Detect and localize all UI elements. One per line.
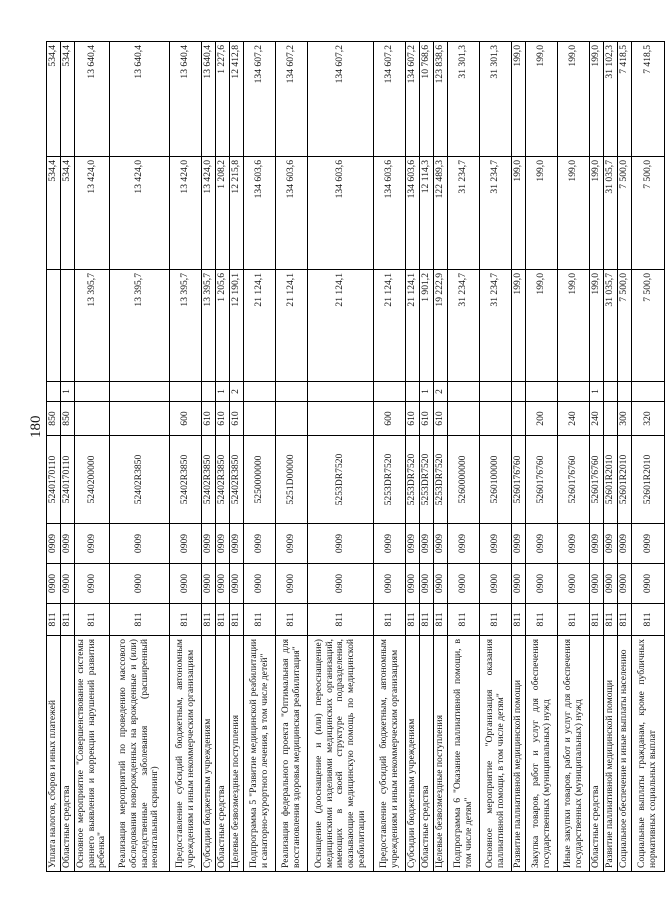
cell-vr: 610	[434, 402, 448, 436]
cell-y2: 134 603,6	[374, 157, 406, 270]
cell-y2: 31 035,7	[604, 157, 618, 270]
cell-vid: 2	[434, 382, 448, 402]
cell-rz: 0900	[75, 564, 110, 604]
cell-grbs: 811	[216, 604, 230, 636]
cell-vr: 610	[230, 402, 244, 436]
cell-rz: 0900	[406, 564, 420, 604]
cell-y2: 134 603,6	[406, 157, 420, 270]
table-row	[420, 42, 434, 872]
cell-vid	[558, 382, 590, 402]
cell-grbs: 811	[448, 604, 480, 636]
cell-grbs: 811	[590, 604, 604, 636]
cell-y1: 1 901,2	[420, 270, 434, 382]
cell-y3: 199,0	[558, 42, 590, 157]
cell-y2: 31 234,7	[448, 157, 480, 270]
cell-rz: 0900	[434, 564, 448, 604]
cell-y3: 199,0	[512, 42, 526, 157]
cell-y1: 31 234,7	[448, 270, 480, 382]
cell-csr: 5253DR7520	[434, 436, 448, 524]
cell-y2: 13 424,0	[170, 157, 202, 270]
table-row	[590, 42, 604, 872]
cell-vr	[276, 402, 308, 436]
cell-pr: 0909	[434, 524, 448, 564]
cell-pr: 0909	[420, 524, 434, 564]
cell-name: Реализация мероприятий по проведению массового обследования новорожденных на врожденные и (или) наследственные заболевания (расширенный неонатальный скрининг)	[110, 636, 170, 872]
table-row	[202, 42, 216, 872]
cell-vr	[480, 402, 512, 436]
cell-vid	[47, 382, 61, 402]
cell-grbs: 811	[480, 604, 512, 636]
cell-name: Предоставление субсидий бюджетным, автономным учреждениям и иным некоммерческим организациям	[170, 636, 202, 872]
cell-y3: 10 768,6	[420, 42, 434, 157]
cell-name: Подпрограмма 6 "Оказание паллиативной помощи, в том числе детям"	[448, 636, 480, 872]
cell-name: Развитие паллиативной медицинской помощи	[604, 636, 618, 872]
cell-rz: 0900	[170, 564, 202, 604]
cell-vid	[512, 382, 526, 402]
cell-y1: 12 190,1	[230, 270, 244, 382]
table-row	[276, 42, 308, 872]
cell-csr: 5260176760	[590, 436, 604, 524]
cell-vr: 600	[170, 402, 202, 436]
cell-y3: 13 640,4	[170, 42, 202, 157]
cell-csr: 52402R3850	[170, 436, 202, 524]
table-row	[61, 42, 75, 872]
cell-y3: 7 418,5	[618, 42, 632, 157]
cell-vid	[526, 382, 558, 402]
cell-y3: 534,4	[47, 42, 61, 157]
cell-pr: 0909	[202, 524, 216, 564]
cell-name: Развитие паллиативной медицинской помощи	[512, 636, 526, 872]
cell-csr: 52402R3850	[216, 436, 230, 524]
cell-y2: 199,0	[526, 157, 558, 270]
cell-y1: 21 124,1	[374, 270, 406, 382]
cell-vid	[202, 382, 216, 402]
cell-y1	[61, 270, 75, 382]
cell-rz: 0900	[110, 564, 170, 604]
cell-y3: 1 227,6	[216, 42, 230, 157]
cell-vr: 850	[47, 402, 61, 436]
cell-vid	[276, 382, 308, 402]
cell-rz: 0900	[244, 564, 276, 604]
cell-rz: 0900	[480, 564, 512, 604]
cell-pr: 0909	[308, 524, 374, 564]
cell-y3: 13 640,4	[110, 42, 170, 157]
cell-vid	[632, 382, 665, 402]
cell-vr: 200	[526, 402, 558, 436]
cell-name: Закупка товаров, работ и услуг для обеспечения государственных (муниципальных) нужд	[526, 636, 558, 872]
cell-pr: 0909	[216, 524, 230, 564]
cell-vr	[244, 402, 276, 436]
cell-y1: 1 205,6	[216, 270, 230, 382]
cell-y2: 12 215,8	[230, 157, 244, 270]
cell-y2: 7 500,0	[618, 157, 632, 270]
cell-grbs: 811	[276, 604, 308, 636]
cell-name: Субсидии бюджетным учреждениям	[406, 636, 420, 872]
cell-csr: 5240170110	[47, 436, 61, 524]
table-row	[216, 42, 230, 872]
table-row	[618, 42, 632, 872]
cell-rz: 0900	[276, 564, 308, 604]
cell-grbs: 811	[632, 604, 665, 636]
cell-vid	[244, 382, 276, 402]
cell-y1: 13 395,7	[110, 270, 170, 382]
cell-vr: 600	[374, 402, 406, 436]
cell-y3: 31 301,3	[480, 42, 512, 157]
cell-grbs: 811	[406, 604, 420, 636]
cell-pr: 0909	[170, 524, 202, 564]
cell-vr: 300	[618, 402, 632, 436]
cell-y1: 13 395,7	[75, 270, 110, 382]
cell-y3: 12 412,8	[230, 42, 244, 157]
rotated-document	[46, 42, 659, 872]
cell-y1: 31 234,7	[480, 270, 512, 382]
cell-y3: 534,4	[61, 42, 75, 157]
cell-grbs: 811	[434, 604, 448, 636]
cell-y3: 199,0	[590, 42, 604, 157]
cell-vr: 610	[406, 402, 420, 436]
budget-table	[46, 41, 665, 872]
cell-y3: 199,0	[526, 42, 558, 157]
cell-grbs: 811	[558, 604, 590, 636]
cell-y1: 31 035,7	[604, 270, 618, 382]
cell-y1: 13 395,7	[202, 270, 216, 382]
cell-vid	[374, 382, 406, 402]
cell-rz: 0900	[61, 564, 75, 604]
cell-y2: 7 500,0	[632, 157, 665, 270]
cell-vid	[75, 382, 110, 402]
cell-vr: 320	[632, 402, 665, 436]
cell-grbs: 811	[420, 604, 434, 636]
cell-name: Социальные выплаты гражданам, кроме публичных нормативных социальных выплат	[632, 636, 665, 872]
cell-y3: 31 102,3	[604, 42, 618, 157]
cell-name: Реализация федерального проекта "Оптимальная для восстановления здоровья медицинская реабилитация"	[276, 636, 308, 872]
cell-vid	[618, 382, 632, 402]
table-row	[448, 42, 480, 872]
cell-pr: 0909	[526, 524, 558, 564]
cell-name: Подпрограмма 5 "Развитие медицинской реабилитации и санаторно-курортного лечения, в том числе детей"	[244, 636, 276, 872]
cell-y1: 199,0	[526, 270, 558, 382]
table-row	[406, 42, 420, 872]
cell-y2: 134 603,6	[276, 157, 308, 270]
cell-y1: 19 222,9	[434, 270, 448, 382]
cell-rz: 0900	[216, 564, 230, 604]
cell-name: Уплата налогов, сборов и иных платежей	[47, 636, 61, 872]
cell-vid	[110, 382, 170, 402]
cell-vr	[448, 402, 480, 436]
cell-grbs: 811	[170, 604, 202, 636]
cell-vr: 850	[61, 402, 75, 436]
cell-y2: 122 489,3	[434, 157, 448, 270]
cell-rz: 0900	[526, 564, 558, 604]
cell-y3: 13 640,4	[75, 42, 110, 157]
cell-pr: 0909	[47, 524, 61, 564]
cell-vid	[406, 382, 420, 402]
cell-vid	[308, 382, 374, 402]
cell-csr: 52601R2010	[632, 436, 665, 524]
cell-vid: 2	[230, 382, 244, 402]
cell-rz: 0900	[604, 564, 618, 604]
table-row	[604, 42, 618, 872]
cell-y1: 21 124,1	[308, 270, 374, 382]
cell-csr: 5250000000	[244, 436, 276, 524]
cell-rz: 0900	[308, 564, 374, 604]
table-row	[230, 42, 244, 872]
cell-y1: 199,0	[590, 270, 604, 382]
cell-csr: 5240170110	[61, 436, 75, 524]
cell-csr: 52601R2010	[618, 436, 632, 524]
cell-y3: 123 838,6	[434, 42, 448, 157]
cell-rz: 0900	[448, 564, 480, 604]
cell-pr: 0909	[618, 524, 632, 564]
cell-pr: 0909	[230, 524, 244, 564]
cell-grbs: 811	[308, 604, 374, 636]
cell-grbs: 811	[526, 604, 558, 636]
cell-grbs: 811	[110, 604, 170, 636]
cell-y3: 134 607,2	[308, 42, 374, 157]
cell-grbs: 811	[512, 604, 526, 636]
cell-vr	[110, 402, 170, 436]
cell-y3: 134 607,2	[374, 42, 406, 157]
cell-rz: 0900	[512, 564, 526, 604]
cell-name: Основное мероприятие "Организация оказания паллиативной помощи, в том числе детям"	[480, 636, 512, 872]
cell-pr: 0909	[558, 524, 590, 564]
cell-pr: 0909	[448, 524, 480, 564]
cell-grbs: 811	[75, 604, 110, 636]
cell-name: Предоставление субсидий бюджетным, автономным учреждениям и иным некоммерческим организациям	[374, 636, 406, 872]
cell-rz: 0900	[558, 564, 590, 604]
cell-vr	[604, 402, 618, 436]
cell-name: Иные закупки товаров, работ и услуг для обеспечения государственных (муниципальных) нужд	[558, 636, 590, 872]
cell-csr: 5260000000	[448, 436, 480, 524]
cell-y1: 7 500,0	[618, 270, 632, 382]
cell-y3: 13 640,4	[202, 42, 216, 157]
table-row	[512, 42, 526, 872]
cell-y3: 134 607,2	[276, 42, 308, 157]
table-row	[434, 42, 448, 872]
cell-name: Субсидии бюджетным учреждениям	[202, 636, 216, 872]
table-row	[526, 42, 558, 872]
cell-name: Областные средства	[590, 636, 604, 872]
cell-csr: 5253DR7520	[308, 436, 374, 524]
cell-y1: 199,0	[558, 270, 590, 382]
cell-grbs: 811	[61, 604, 75, 636]
cell-vid	[480, 382, 512, 402]
table-row	[632, 42, 665, 872]
cell-pr: 0909	[244, 524, 276, 564]
cell-grbs: 811	[47, 604, 61, 636]
cell-rz: 0900	[230, 564, 244, 604]
page-number: 180	[28, 415, 44, 438]
cell-y2: 134 603,6	[308, 157, 374, 270]
cell-vr	[75, 402, 110, 436]
cell-csr: 5253DR7520	[420, 436, 434, 524]
cell-grbs: 811	[374, 604, 406, 636]
cell-y2: 199,0	[590, 157, 604, 270]
cell-csr: 5260176760	[512, 436, 526, 524]
cell-csr: 5253DR7520	[374, 436, 406, 524]
cell-rz: 0900	[47, 564, 61, 604]
cell-name: Основное мероприятие "Совершенствование системы раннего выявления и коррекции нарушений развития ребенка"	[75, 636, 110, 872]
cell-rz: 0900	[632, 564, 665, 604]
cell-pr: 0909	[110, 524, 170, 564]
cell-csr: 5260176760	[558, 436, 590, 524]
cell-name: Областные средства	[61, 636, 75, 872]
cell-name: Оснащение (дооснащение и (или) переоснащение) медицинскими изделиями медицинских организаций, имеющих в своей структуре подразделения, оказывающие медицинскую помощь по медицинской реабилитации	[308, 636, 374, 872]
cell-y2: 13 424,0	[75, 157, 110, 270]
cell-csr: 5260176760	[526, 436, 558, 524]
cell-csr: 52402R3850	[202, 436, 216, 524]
table-row	[75, 42, 110, 872]
cell-y1: 21 124,1	[406, 270, 420, 382]
cell-pr: 0909	[75, 524, 110, 564]
cell-y2: 534,4	[47, 157, 61, 270]
cell-y2: 12 114,3	[420, 157, 434, 270]
cell-grbs: 811	[604, 604, 618, 636]
cell-pr: 0909	[590, 524, 604, 564]
cell-grbs: 811	[618, 604, 632, 636]
cell-vr: 240	[590, 402, 604, 436]
cell-vid	[604, 382, 618, 402]
cell-name: Целевые безвозмездные поступления	[434, 636, 448, 872]
cell-y1: 21 124,1	[276, 270, 308, 382]
cell-y2: 1 208,2	[216, 157, 230, 270]
cell-csr: 52402R3850	[110, 436, 170, 524]
table-row	[170, 42, 202, 872]
cell-rz: 0900	[618, 564, 632, 604]
cell-pr: 0909	[480, 524, 512, 564]
table-row	[244, 42, 276, 872]
cell-pr: 0909	[406, 524, 420, 564]
cell-y1: 13 395,7	[170, 270, 202, 382]
table-row	[308, 42, 374, 872]
cell-name: Целевые безвозмездные поступления	[230, 636, 244, 872]
cell-y1	[47, 270, 61, 382]
cell-name: Социальное обеспечение и иные выплаты населению	[618, 636, 632, 872]
cell-vr: 610	[202, 402, 216, 436]
table-row	[110, 42, 170, 872]
cell-y2: 199,0	[558, 157, 590, 270]
cell-csr: 5253DR7520	[406, 436, 420, 524]
cell-pr: 0909	[374, 524, 406, 564]
cell-vid: 1	[590, 382, 604, 402]
table-row	[47, 42, 61, 872]
cell-vid: 1	[216, 382, 230, 402]
cell-vr	[308, 402, 374, 436]
cell-pr: 0909	[632, 524, 665, 564]
cell-rz: 0900	[202, 564, 216, 604]
cell-y1: 7 500,0	[632, 270, 665, 382]
cell-y2: 199,0	[512, 157, 526, 270]
cell-vr: 610	[216, 402, 230, 436]
cell-y3: 134 607,2	[406, 42, 420, 157]
cell-y3: 31 301,3	[448, 42, 480, 157]
table-row	[480, 42, 512, 872]
cell-y2: 31 234,7	[480, 157, 512, 270]
cell-csr: 52601R2010	[604, 436, 618, 524]
cell-csr: 5251D00000	[276, 436, 308, 524]
cell-grbs: 811	[230, 604, 244, 636]
cell-rz: 0900	[590, 564, 604, 604]
cell-y2: 534,4	[61, 157, 75, 270]
table-row	[374, 42, 406, 872]
cell-pr: 0909	[512, 524, 526, 564]
cell-csr: 5260100000	[480, 436, 512, 524]
cell-vid	[448, 382, 480, 402]
cell-y3: 7 418,5	[632, 42, 665, 157]
cell-name: Областные средства	[216, 636, 230, 872]
cell-vid	[170, 382, 202, 402]
cell-y1: 21 124,1	[244, 270, 276, 382]
cell-vr	[512, 402, 526, 436]
cell-y2: 13 424,0	[202, 157, 216, 270]
cell-y2: 134 603,6	[244, 157, 276, 270]
cell-csr: 52402R3850	[230, 436, 244, 524]
cell-grbs: 811	[202, 604, 216, 636]
cell-y2: 13 424,0	[110, 157, 170, 270]
table-row	[558, 42, 590, 872]
cell-pr: 0909	[61, 524, 75, 564]
cell-y1: 199,0	[512, 270, 526, 382]
cell-name: Областные средства	[420, 636, 434, 872]
cell-csr: 5240200000	[75, 436, 110, 524]
cell-vr: 610	[420, 402, 434, 436]
cell-rz: 0900	[374, 564, 406, 604]
cell-pr: 0909	[604, 524, 618, 564]
cell-pr: 0909	[276, 524, 308, 564]
cell-y3: 134 607,2	[244, 42, 276, 157]
cell-vr: 240	[558, 402, 590, 436]
cell-vid: 1	[61, 382, 75, 402]
cell-grbs: 811	[244, 604, 276, 636]
cell-rz: 0900	[420, 564, 434, 604]
cell-vid: 1	[420, 382, 434, 402]
